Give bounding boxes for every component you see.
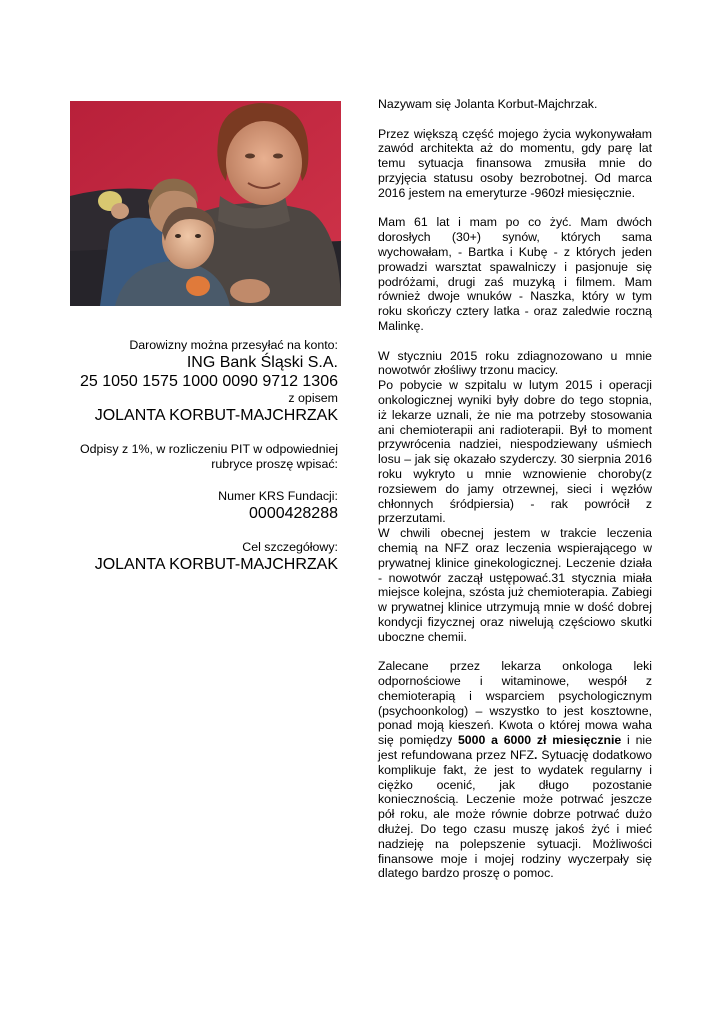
krs-number: 0000428288 xyxy=(249,505,338,522)
donation-info xyxy=(70,338,338,574)
krs-label: Numer KRS Fundacji: xyxy=(218,489,338,503)
paragraph-treatment: W chwili obecnej jestem w trakcie leczenia chemią na NFZ oraz leczenia wspierającego w prywatnej klinice ginekologicznej. Leczenie działa - nowotwór zaczął ustępować.31 stycznia miała miejsce kolejna, szósta już chemioterapia. Zabiegi w prywatnej klinice utrzymują mnie w dość dobrej kondycji fizycznej oraz niwelują częściowo skutki uboczne chemii. xyxy=(378,526,652,644)
tax-line-2: rubryce proszę wpisać: xyxy=(211,457,338,471)
story-text xyxy=(378,97,652,896)
paragraph-costs xyxy=(378,659,652,881)
costs-text-1: Zalecane przez lekarza onkologa leki odpornościowe i witaminowe, wespół z chemioterapią i wsparciem psychologicznym (psychoonkolog) – wszystko to jest kosztowne, ponad moją kieszeń. Kwota o której mowa waha się pomiędzy xyxy=(378,659,652,748)
goal-name: JOLANTA KORBUT-MAJCHRZAK xyxy=(94,556,338,573)
goal-label: Cel szczegółowy: xyxy=(242,540,338,554)
paragraph-intro: Nazywam się Jolanta Korbut-Majchrzak. xyxy=(378,97,598,111)
bank-name: ING Bank Śląski S.A. xyxy=(186,354,338,371)
costs-text-2: i nie jest refundowana przez NFZ xyxy=(378,733,652,763)
paragraph-family: Mam 61 lat i mam po co żyć. Mam dwóch dorosłych (30+) synów, których sama wychowałam, - Bartka i Kubę - z których jeden prowadzi warsztat spawalniczy i pasjonuje się podróżami, drugi zaś muzyką i filmem. Mam również dwoje wnuków - Naszka, który w tym roku skończy cztery latka - oraz zaledwie roczną Malinkę. xyxy=(378,215,652,333)
paragraph-diagnosis: W styczniu 2015 roku zdiagnozowano u mnie nowotwór złośliwy trzonu macicy. xyxy=(378,348,652,378)
costs-text-3: Sytuację dodatkowo komplikuje fakt, że jest to wydatek regularny i ciężko ocenić, jak długo pozostanie koniecznością. Leczenie może potrwać jeszcze pół roku, ale może równie dobrze potrwać dużo dłużej. Do tego czasu muszę jakoś żyć i mieć nadzieję na polepszenie sytuacji. Możliwości finansowe moje i mojej rodziny wyczerpały się dlatego bardzo proszę o pomoc. xyxy=(378,748,652,881)
costs-dot: . xyxy=(534,748,538,763)
family-photo xyxy=(70,101,341,306)
paragraph-relapse: Po pobycie w szpitalu w lutym 2015 i operacji onkologicznej wyniki były dobre do tego stopnia, iż lekarze uznali, że nie ma potrzeby stosowania ani chemioterapii ani radioterapii. Był to moment przywrócenia nadziei, niespodziewany uśmiech losu – jak się okazało szyderczy. 30 sierpnia 2016 roku wykryto u mnie wznowienie choroby(z rozsiewem do jamy otrzewnej, sieci i węzłów chłonnych śródpiersia) - rak powrócił z przerzutami. xyxy=(378,378,652,526)
account-number: 25 1050 1575 1000 0090 9712 1306 xyxy=(79,373,338,390)
with-description: z opisem xyxy=(288,391,338,405)
recipient-name: JOLANTA KORBUT-MAJCHRZAK xyxy=(94,407,338,424)
paragraph-career: Przez większą część mojego życia wykonywałam zawód architekta aż do momentu, gdy parę lat temu sytuacja finansowa zmusiła mnie do przyjęcia statusu osoby bezrobotnej. Od marca 2016 jestem na emeryturze -960zł miesięcznie. xyxy=(378,126,652,200)
costs-amount: 5000 a 6000 zł miesięcznie xyxy=(457,733,622,748)
family-photo-illustration xyxy=(70,101,341,306)
donation-intro: Darowizny można przesyłać na konto: xyxy=(129,338,338,352)
tax-line-1: Odpisy z 1%, w rozliczeniu PIT w odpowiedniej xyxy=(79,442,338,456)
